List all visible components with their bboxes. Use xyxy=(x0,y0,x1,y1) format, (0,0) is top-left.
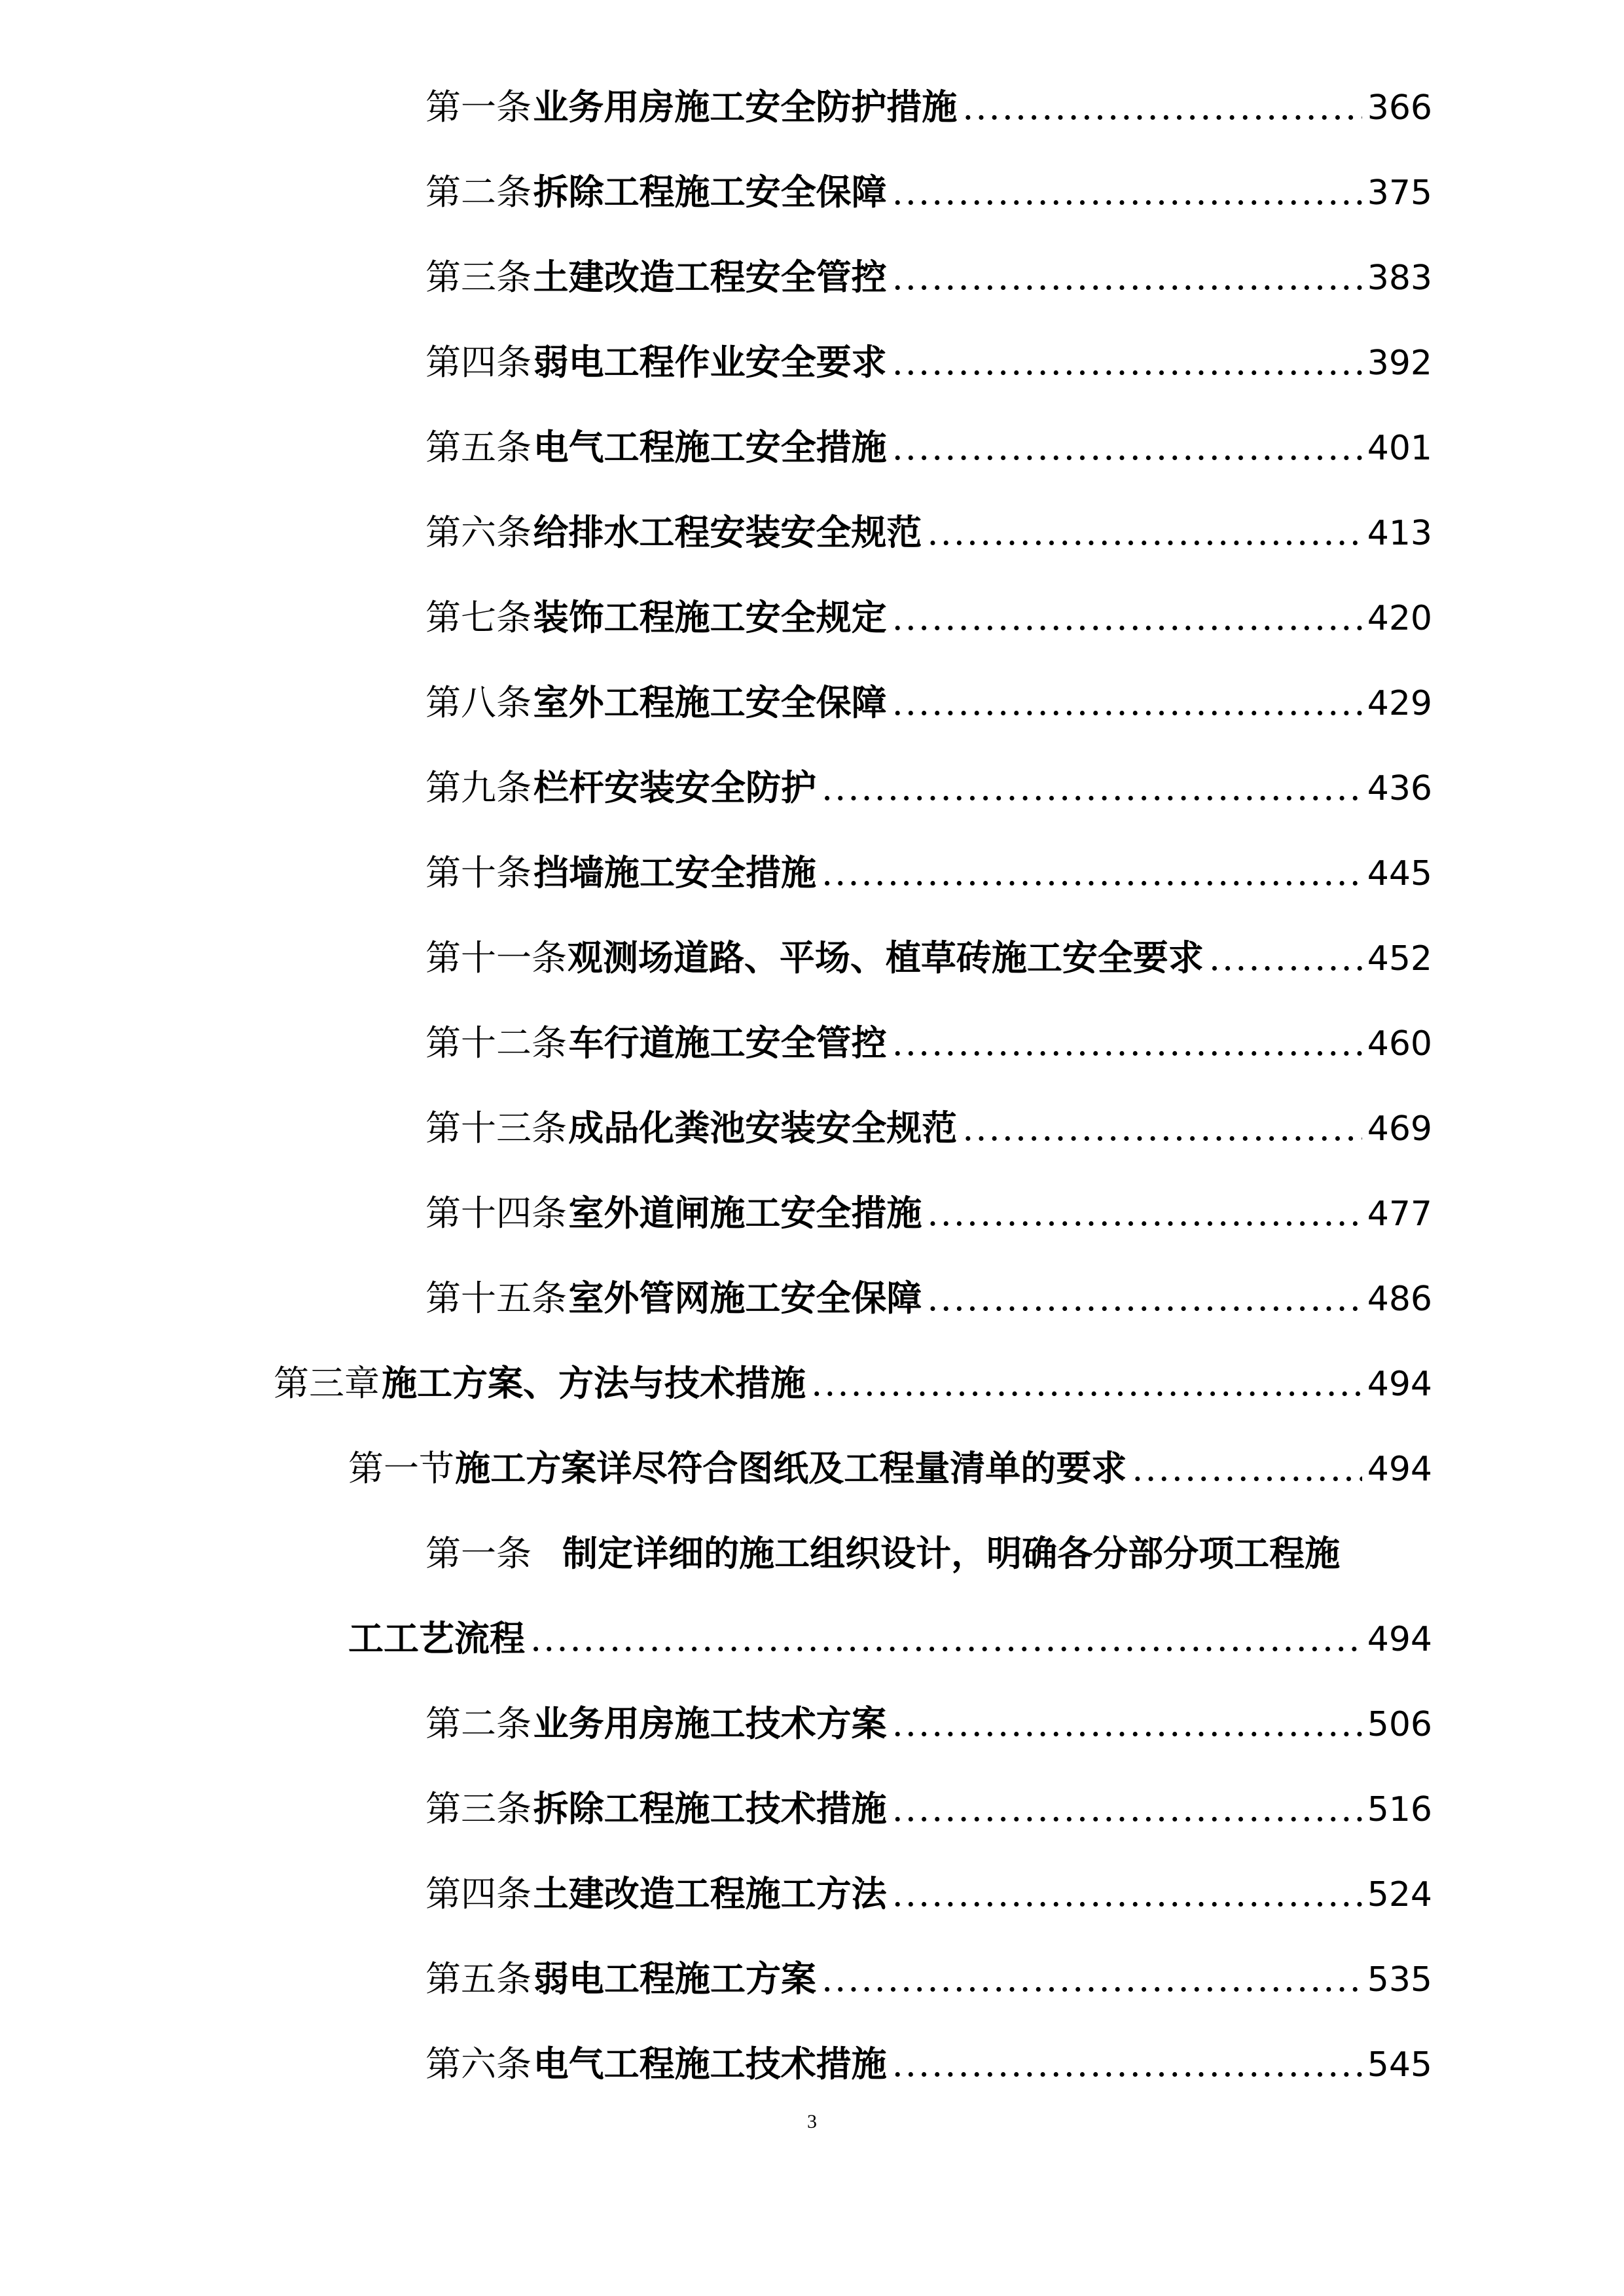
entry-number: 第十五条 xyxy=(425,1278,567,1319)
toc-entry-524[interactable] xyxy=(425,1867,1432,1920)
leader-dots xyxy=(892,336,1362,389)
toc-entry-486[interactable] xyxy=(425,1272,1432,1324)
entry-page-number: 524 xyxy=(1367,1875,1432,1914)
leader-dots xyxy=(892,1868,1362,1920)
toc-entry-429[interactable] xyxy=(425,676,1432,728)
entry-number: 第九条 xyxy=(425,767,532,808)
entry-number: 第二条 xyxy=(425,1703,532,1744)
toc-entry-375[interactable] xyxy=(425,166,1432,218)
entry-page-number: 506 xyxy=(1367,1705,1432,1744)
entry-page-number: 383 xyxy=(1367,259,1432,298)
entry-page-number: 494 xyxy=(1367,1620,1432,1659)
page-footer-number: 3 xyxy=(807,2111,817,2132)
entry-title: 业务用房施工安全防护措施 xyxy=(533,86,958,128)
entry-number: 第六条 xyxy=(425,512,532,553)
toc-entry-469[interactable] xyxy=(425,1102,1432,1154)
entry-page-number: 445 xyxy=(1367,854,1432,893)
toc-entry-516[interactable] xyxy=(425,1782,1432,1835)
leader-dots xyxy=(892,1783,1362,1835)
leader-dots xyxy=(892,422,1362,474)
entry-page-number: 420 xyxy=(1367,599,1432,638)
toc-entry-452[interactable] xyxy=(425,931,1432,984)
entry-title: 弱电工程施工方案 xyxy=(533,1958,817,2000)
entry-page-number: 516 xyxy=(1367,1790,1432,1829)
entry-number: 第四条 xyxy=(425,1873,532,1914)
leader-dots xyxy=(927,1187,1362,1240)
entry-number: 第一节 xyxy=(348,1448,454,1489)
entry-title: 室外道闸施工安全措施 xyxy=(568,1192,922,1234)
toc-entry-chapter-3[interactable] xyxy=(274,1357,1432,1409)
entry-number: 第八条 xyxy=(425,682,532,723)
entry-page-number: 375 xyxy=(1367,173,1432,213)
entry-title: 成品化粪池安装安全规范 xyxy=(568,1107,958,1149)
entry-title: 土建改造工程施工方法 xyxy=(533,1873,887,1914)
entry-title: 室外管网施工安全保障 xyxy=(568,1277,922,1319)
entry-number: 第十四条 xyxy=(425,1193,567,1234)
leader-dots xyxy=(821,1953,1362,2005)
entry-title: 电气工程施工技术措施 xyxy=(533,2043,887,2085)
entry-number: 第三条 xyxy=(425,257,532,298)
toc-entry-436[interactable] xyxy=(425,761,1432,814)
toc-entry-460[interactable] xyxy=(425,1016,1432,1069)
entry-page-number: 429 xyxy=(1367,684,1432,723)
entry-title: 土建改造工程安全管控 xyxy=(533,256,887,298)
entry-title: 电气工程施工安全措施 xyxy=(533,426,887,468)
toc-entry-494-line2[interactable] xyxy=(348,1612,1432,1664)
entry-title: 观测场道路、平场、植草砖施工安全要求 xyxy=(567,937,1204,978)
leader-dots xyxy=(927,1272,1362,1325)
entry-title: 弱电工程作业安全要求 xyxy=(533,341,887,383)
entry-number: 第十一条 xyxy=(425,937,567,978)
entry-page-number: 452 xyxy=(1367,939,1432,978)
entry-page-number: 535 xyxy=(1367,1960,1432,2000)
entry-number: 第四条 xyxy=(425,342,532,383)
entry-title: 拆除工程施工安全保障 xyxy=(533,171,887,213)
entry-page-number: 366 xyxy=(1367,88,1432,128)
leader-dots xyxy=(811,1357,1362,1410)
entry-page-number: 413 xyxy=(1367,514,1432,553)
leader-dots xyxy=(821,762,1362,814)
entry-number: 第三章 xyxy=(274,1363,380,1404)
entry-number: 第五条 xyxy=(425,1958,532,2000)
entry-title: 室外工程施工安全保障 xyxy=(533,681,887,723)
entry-title: 给排水工程安装安全规范 xyxy=(533,511,922,553)
leader-dots xyxy=(892,2038,1362,2090)
entry-title: 拆除工程施工技术措施 xyxy=(533,1787,887,1829)
entry-page-number: 460 xyxy=(1367,1024,1432,1064)
toc-entry-section-1[interactable] xyxy=(348,1442,1432,1494)
entry-title: 挡墙施工安全措施 xyxy=(533,852,817,893)
leader-dots xyxy=(892,1017,1362,1069)
toc-entry-420[interactable] xyxy=(425,591,1432,643)
leader-dots xyxy=(892,251,1362,304)
entry-title: 制定详细的施工组织设计，明确各分部分项工程施 xyxy=(562,1532,1341,1574)
entry-page-number: 494 xyxy=(1367,1365,1432,1404)
toc-entry-445[interactable] xyxy=(425,846,1432,899)
leader-dots xyxy=(530,1613,1362,1665)
entry-title: 施工方案详尽符合图纸及工程量清单的要求 xyxy=(455,1447,1127,1489)
entry-number: 第三条 xyxy=(425,1788,532,1829)
leader-dots xyxy=(892,592,1362,644)
entry-page-number: 486 xyxy=(1367,1280,1432,1319)
entry-number: 第十三条 xyxy=(425,1107,567,1149)
entry-page-number: 401 xyxy=(1367,429,1432,468)
leader-dots xyxy=(927,507,1362,559)
toc-entry-535[interactable] xyxy=(425,1952,1432,2005)
entry-number: 第一条 xyxy=(425,1533,532,1574)
toc-entry-506[interactable] xyxy=(425,1697,1432,1749)
toc-entry-413[interactable] xyxy=(425,506,1432,558)
leader-dots xyxy=(962,1102,1362,1155)
toc-entry-401[interactable] xyxy=(425,421,1432,473)
entry-page-number: 545 xyxy=(1367,2045,1432,2085)
entry-page-number: 477 xyxy=(1367,1194,1432,1234)
entry-page-number: 494 xyxy=(1367,1450,1432,1489)
entry-number: 第六条 xyxy=(425,2043,532,2085)
toc-entry-545[interactable] xyxy=(425,2037,1432,2090)
leader-dots xyxy=(892,166,1362,219)
leader-dots xyxy=(892,1698,1362,1750)
leader-dots xyxy=(1132,1443,1362,1495)
entry-title: 车行道施工安全管控 xyxy=(568,1022,887,1064)
entry-number: 第二条 xyxy=(425,171,532,213)
entry-page-number: 469 xyxy=(1367,1109,1432,1149)
toc-entry-392[interactable] xyxy=(425,336,1432,388)
entry-title: 施工方案、方法与技术措施 xyxy=(382,1362,806,1404)
toc-entry-477[interactable] xyxy=(425,1187,1432,1239)
entry-number: 第七条 xyxy=(425,597,532,638)
toc-entry-494-line1[interactable] xyxy=(425,1527,1340,1579)
entry-title: 栏杆安装安全防护 xyxy=(533,766,817,808)
leader-dots xyxy=(962,81,1362,134)
toc-entry-366[interactable] xyxy=(425,81,1432,133)
entry-number: 第十二条 xyxy=(425,1022,567,1064)
toc-entry-383[interactable] xyxy=(425,251,1432,303)
leader-dots xyxy=(821,847,1362,899)
entry-title: 装饰工程施工安全规定 xyxy=(533,596,887,638)
entry-page-number: 436 xyxy=(1367,769,1432,808)
entry-title: 业务用房施工技术方案 xyxy=(533,1702,887,1744)
entry-number: 第一条 xyxy=(425,86,532,128)
leader-dots xyxy=(1209,932,1362,984)
entry-number: 第五条 xyxy=(425,427,532,468)
entry-number: 第十条 xyxy=(425,852,532,893)
entry-title-continued: 工工艺流程 xyxy=(348,1617,525,1659)
leader-dots xyxy=(892,677,1362,729)
entry-page-number: 392 xyxy=(1367,344,1432,383)
